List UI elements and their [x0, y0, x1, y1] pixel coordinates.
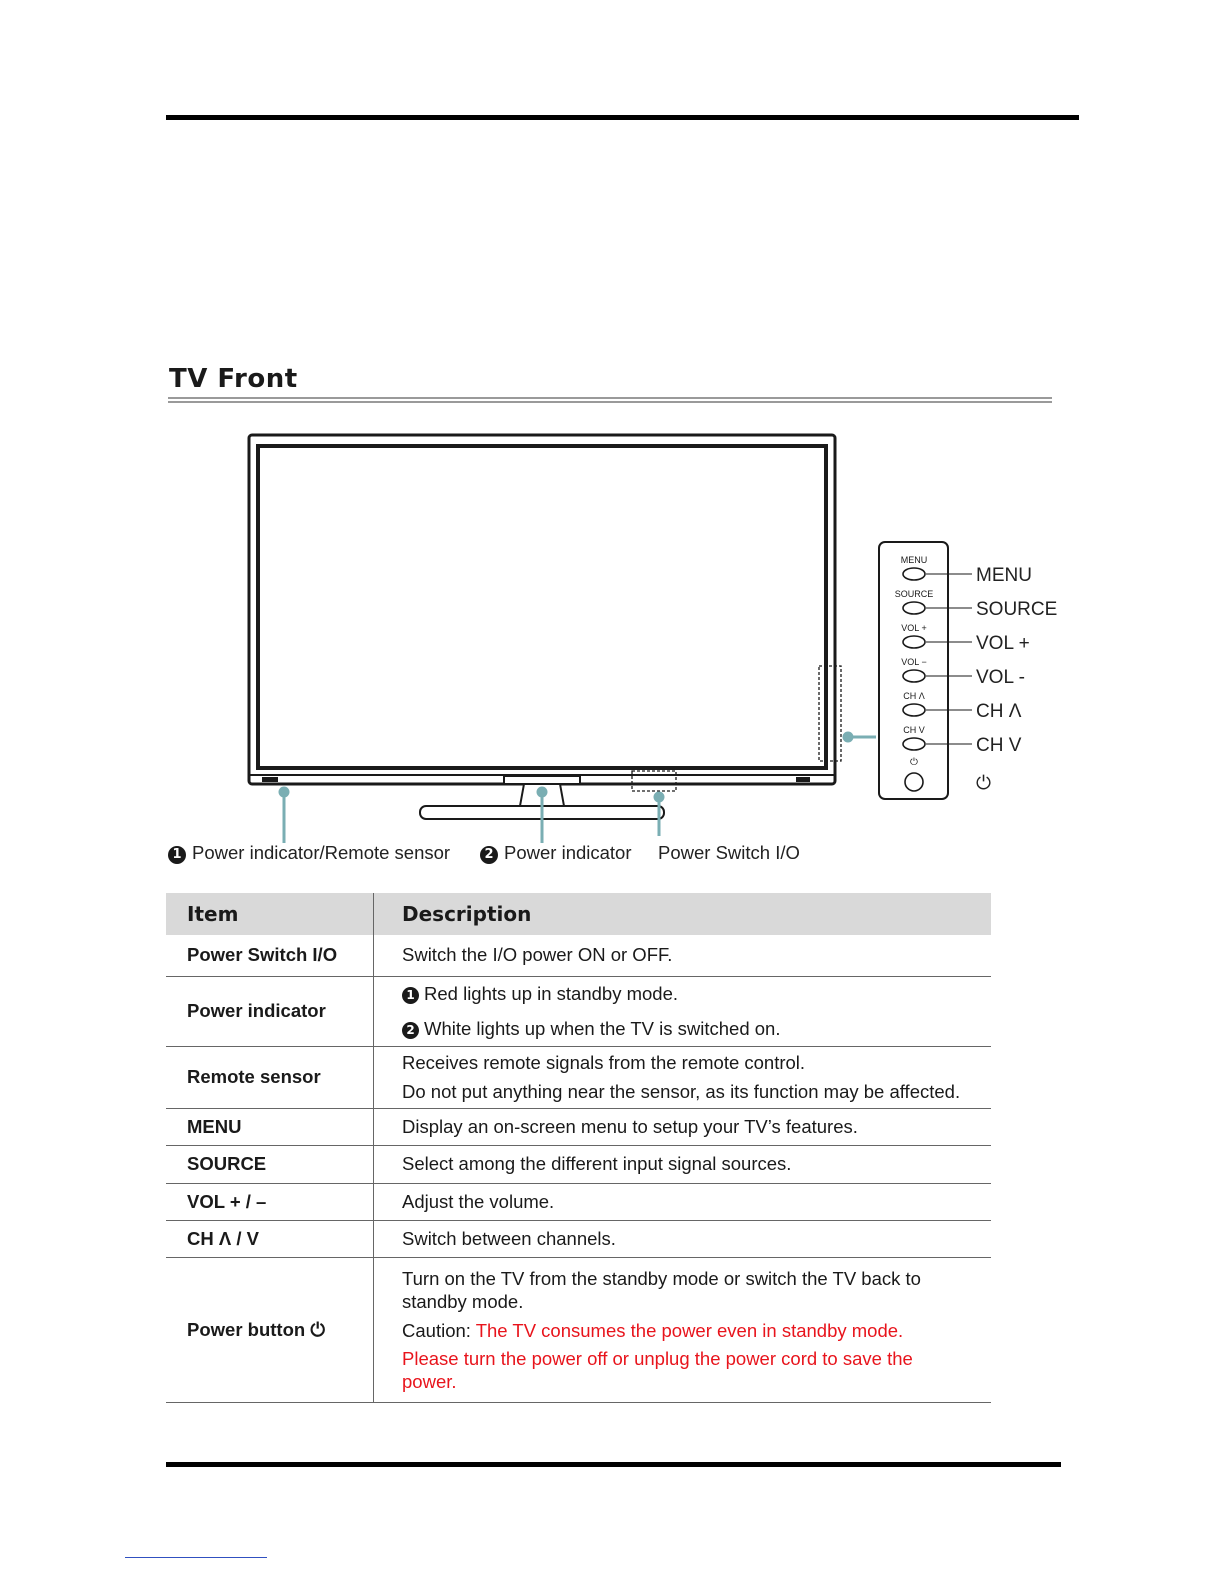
pointer-dot-remote-sensor: [280, 788, 288, 796]
row-desc-source: Select among the different input signal sources.: [374, 1145, 992, 1183]
spec-table: [166, 893, 991, 1403]
panel-button[interactable]: [903, 568, 925, 580]
row-item-power-indicator: Power indicator: [166, 976, 374, 1046]
panel-small-label: ⏻: [910, 757, 918, 768]
desc-line: Do not put anything near the sensor, as its function may be affected.: [402, 1081, 961, 1102]
pointer-dot-power-indicator: [538, 788, 546, 796]
table-row: [166, 1220, 991, 1257]
panel-small-label: CH Λ: [903, 691, 925, 701]
callout-text: Power Switch I/O: [658, 842, 800, 863]
callout-power-indicator-remote-sensor: [168, 842, 450, 864]
panel-button[interactable]: [903, 670, 925, 682]
panel-button[interactable]: [903, 738, 925, 750]
row-item-menu: MENU: [166, 1108, 374, 1145]
panel-button[interactable]: [903, 636, 925, 648]
desc-line: White lights up when the TV is switched on.: [424, 1018, 781, 1039]
panel-power-button[interactable]: [905, 773, 923, 791]
table-row: [166, 976, 991, 1046]
row-desc-power-switch: Switch the I/O power ON or OFF.: [374, 935, 992, 976]
callout-power-indicator: [480, 842, 632, 864]
row-item-power-button: Power button ⏻: [166, 1257, 374, 1402]
panel-callout-label: CH Λ: [976, 701, 1022, 722]
panel-small-label: MENU: [900, 555, 928, 565]
panel-small-label: SOURCE: [894, 589, 934, 599]
panel-callout-label: VOL -: [976, 667, 1025, 688]
caution-text: The TV consumes the power even in standby mode.: [475, 1319, 904, 1341]
row-desc-power-button: [374, 1257, 992, 1402]
row-desc-menu: Display an on-screen menu to setup your TV’s features.: [374, 1108, 992, 1145]
row-desc-vol: Adjust the volume.: [374, 1183, 992, 1220]
row-item-ch: CH Λ / V: [166, 1220, 374, 1257]
caution-text: Please turn the power off or unplug the power cord to save the power.: [402, 1347, 913, 1392]
row-item-vol: VOL + / –: [166, 1183, 374, 1220]
panel-small-label: VOL +: [901, 623, 927, 633]
bezel-foot-mark: [796, 777, 810, 782]
desc-line: Turn on the TV from the standby mode or switch the TV back to standby mode.: [402, 1267, 921, 1312]
section-title: TV Front: [169, 364, 298, 394]
table-row: [166, 1183, 991, 1220]
table-row: [166, 1257, 991, 1402]
panel-callout-label: ⏻: [976, 773, 992, 794]
number-2-badge: 2: [402, 1022, 419, 1039]
number-1-badge: 1: [402, 987, 419, 1004]
pointer-dot-control-panel: [844, 733, 852, 741]
table-row: [166, 1145, 991, 1183]
panel-callout-label: SOURCE: [976, 599, 1058, 620]
callout-power-switch: [658, 842, 800, 864]
footer-link-underline: [125, 1557, 267, 1558]
number-2-badge: 2: [480, 846, 498, 864]
panel-callout-label: VOL +: [976, 633, 1030, 654]
callout-text: Power indicator/Remote sensor: [192, 842, 451, 863]
stand-neck-top: [504, 776, 580, 784]
panel-button[interactable]: [903, 704, 925, 716]
panel-small-label: VOL −: [901, 657, 927, 667]
table-row: [166, 1108, 991, 1145]
row-desc-ch: Switch between channels.: [374, 1220, 992, 1257]
panel-callout-label: CH V: [976, 735, 1022, 756]
remote-sensor-window: [262, 777, 278, 782]
desc-line: Red lights up in standby mode.: [424, 983, 679, 1004]
callout-text: Power indicator: [504, 842, 632, 863]
row-desc-power-indicator: [374, 976, 992, 1046]
row-item-remote-sensor: Remote sensor: [166, 1046, 374, 1108]
row-desc-remote-sensor: [374, 1046, 992, 1108]
panel-button[interactable]: [903, 602, 925, 614]
pointer-dot-power-switch: [655, 793, 663, 801]
header-item: Item: [166, 893, 374, 935]
tv-screen: [258, 446, 826, 768]
header-description: Description: [374, 893, 992, 935]
panel-callout-label: MENU: [976, 565, 1032, 586]
desc-line: Receives remote signals from the remote control.: [402, 1052, 806, 1073]
table-row: [166, 935, 991, 976]
row-item-power-switch: Power Switch I/O: [166, 935, 374, 976]
caution-label: Caution:: [402, 1319, 476, 1341]
table-header-row: [166, 893, 991, 935]
panel-small-label: CH V: [903, 725, 925, 735]
bottom-rule: [166, 1462, 1061, 1467]
table-row: [166, 1046, 991, 1108]
row-item-source: SOURCE: [166, 1145, 374, 1183]
number-1-badge: 1: [168, 846, 186, 864]
